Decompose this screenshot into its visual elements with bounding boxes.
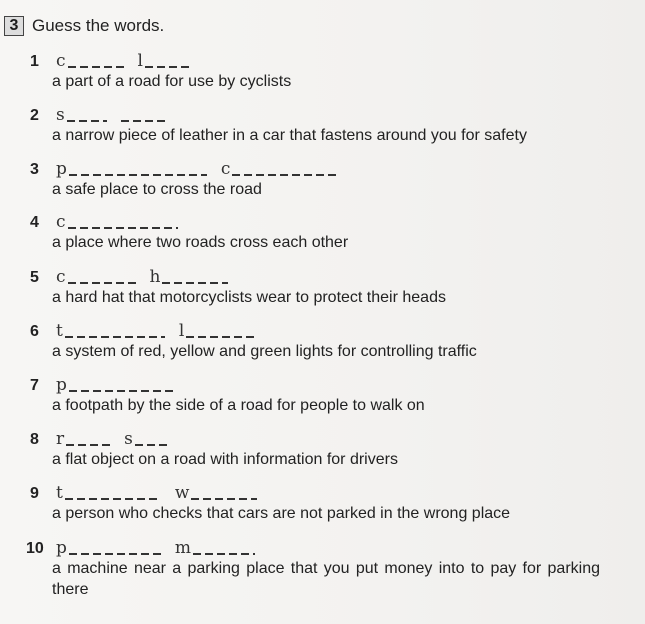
hint-letter: c xyxy=(220,159,231,179)
answer-blank[interactable] xyxy=(186,336,256,338)
item-number: 5 xyxy=(30,269,39,286)
hint-letter: c xyxy=(56,51,66,71)
item-definition: a part of a road for use by cyclists xyxy=(52,73,292,90)
item-definition: a system of red, yellow and green lights for controlling traffic xyxy=(52,343,477,360)
exercise-header xyxy=(4,13,164,39)
list-item xyxy=(26,536,600,600)
item-number: 3 xyxy=(30,161,39,178)
item-definition: a footpath by the side of a road for people to walk on xyxy=(52,397,425,414)
list-item xyxy=(30,481,510,524)
hint-letter: t xyxy=(56,321,63,341)
item-number: 2 xyxy=(30,107,39,124)
hint-letter: r xyxy=(56,429,65,449)
hint-letter: w xyxy=(174,483,190,503)
item-definition: a narrow piece of leather in a car that fastens around you for safety xyxy=(52,127,527,144)
answer-blank[interactable] xyxy=(193,553,255,555)
exercise-title: Guess the words. xyxy=(32,16,165,35)
answer-blank[interactable] xyxy=(232,174,340,176)
list-item xyxy=(30,157,354,200)
answer-blank[interactable] xyxy=(191,498,257,500)
hint-letter: s xyxy=(124,429,133,449)
list-item xyxy=(30,427,398,470)
item-definition: a safe place to cross the road xyxy=(52,181,262,198)
hint-letter: t xyxy=(56,483,63,503)
answer-blank[interactable] xyxy=(66,444,110,446)
item-number: 7 xyxy=(30,377,39,394)
answer-blank[interactable] xyxy=(121,120,169,122)
list-item xyxy=(30,103,527,146)
hint-letter: h xyxy=(149,267,161,287)
hint-letter: s xyxy=(56,105,65,125)
item-number: 8 xyxy=(30,431,39,448)
item-definition: a machine near a parking place that you put money into to pay for parking there xyxy=(52,560,600,598)
item-definition: a place where two roads cross each other xyxy=(52,234,349,251)
answer-blank[interactable] xyxy=(69,390,175,392)
answer-blank[interactable] xyxy=(145,66,191,68)
item-number: 9 xyxy=(30,485,39,502)
exercise-number: 3 xyxy=(4,16,24,36)
hint-letter: m xyxy=(174,538,192,558)
list-item xyxy=(30,210,348,253)
answer-blank[interactable] xyxy=(135,444,169,446)
answer-blank[interactable] xyxy=(65,336,165,338)
item-number: 10 xyxy=(26,540,44,557)
hint-letter: p xyxy=(56,159,67,179)
list-item xyxy=(30,373,425,416)
list-item xyxy=(30,49,291,92)
list-item xyxy=(30,265,446,308)
hint-letter: c xyxy=(56,212,66,232)
item-number: 1 xyxy=(30,53,39,70)
answer-blank[interactable] xyxy=(67,120,107,122)
answer-blank[interactable] xyxy=(68,227,178,229)
hint-letter: l xyxy=(178,321,185,341)
list-item xyxy=(30,319,477,362)
item-definition: a hard hat that motorcyclists wear to protect their heads xyxy=(52,289,446,306)
answer-blank[interactable] xyxy=(69,553,161,555)
answer-blank[interactable] xyxy=(68,66,124,68)
item-definition: a person who checks that cars are not parked in the wrong place xyxy=(52,505,511,522)
answer-blank[interactable] xyxy=(68,282,136,284)
answer-blank[interactable] xyxy=(162,282,228,284)
item-definition: a flat object on a road with information for drivers xyxy=(52,451,398,468)
hint-letter: p xyxy=(56,375,67,395)
hint-letter: c xyxy=(56,267,66,287)
answer-blank[interactable] xyxy=(65,498,161,500)
item-number: 4 xyxy=(30,214,39,231)
hint-letter: l xyxy=(137,51,143,71)
hint-letter: p xyxy=(56,538,67,558)
item-number: 6 xyxy=(30,323,39,340)
answer-blank[interactable] xyxy=(69,174,207,176)
